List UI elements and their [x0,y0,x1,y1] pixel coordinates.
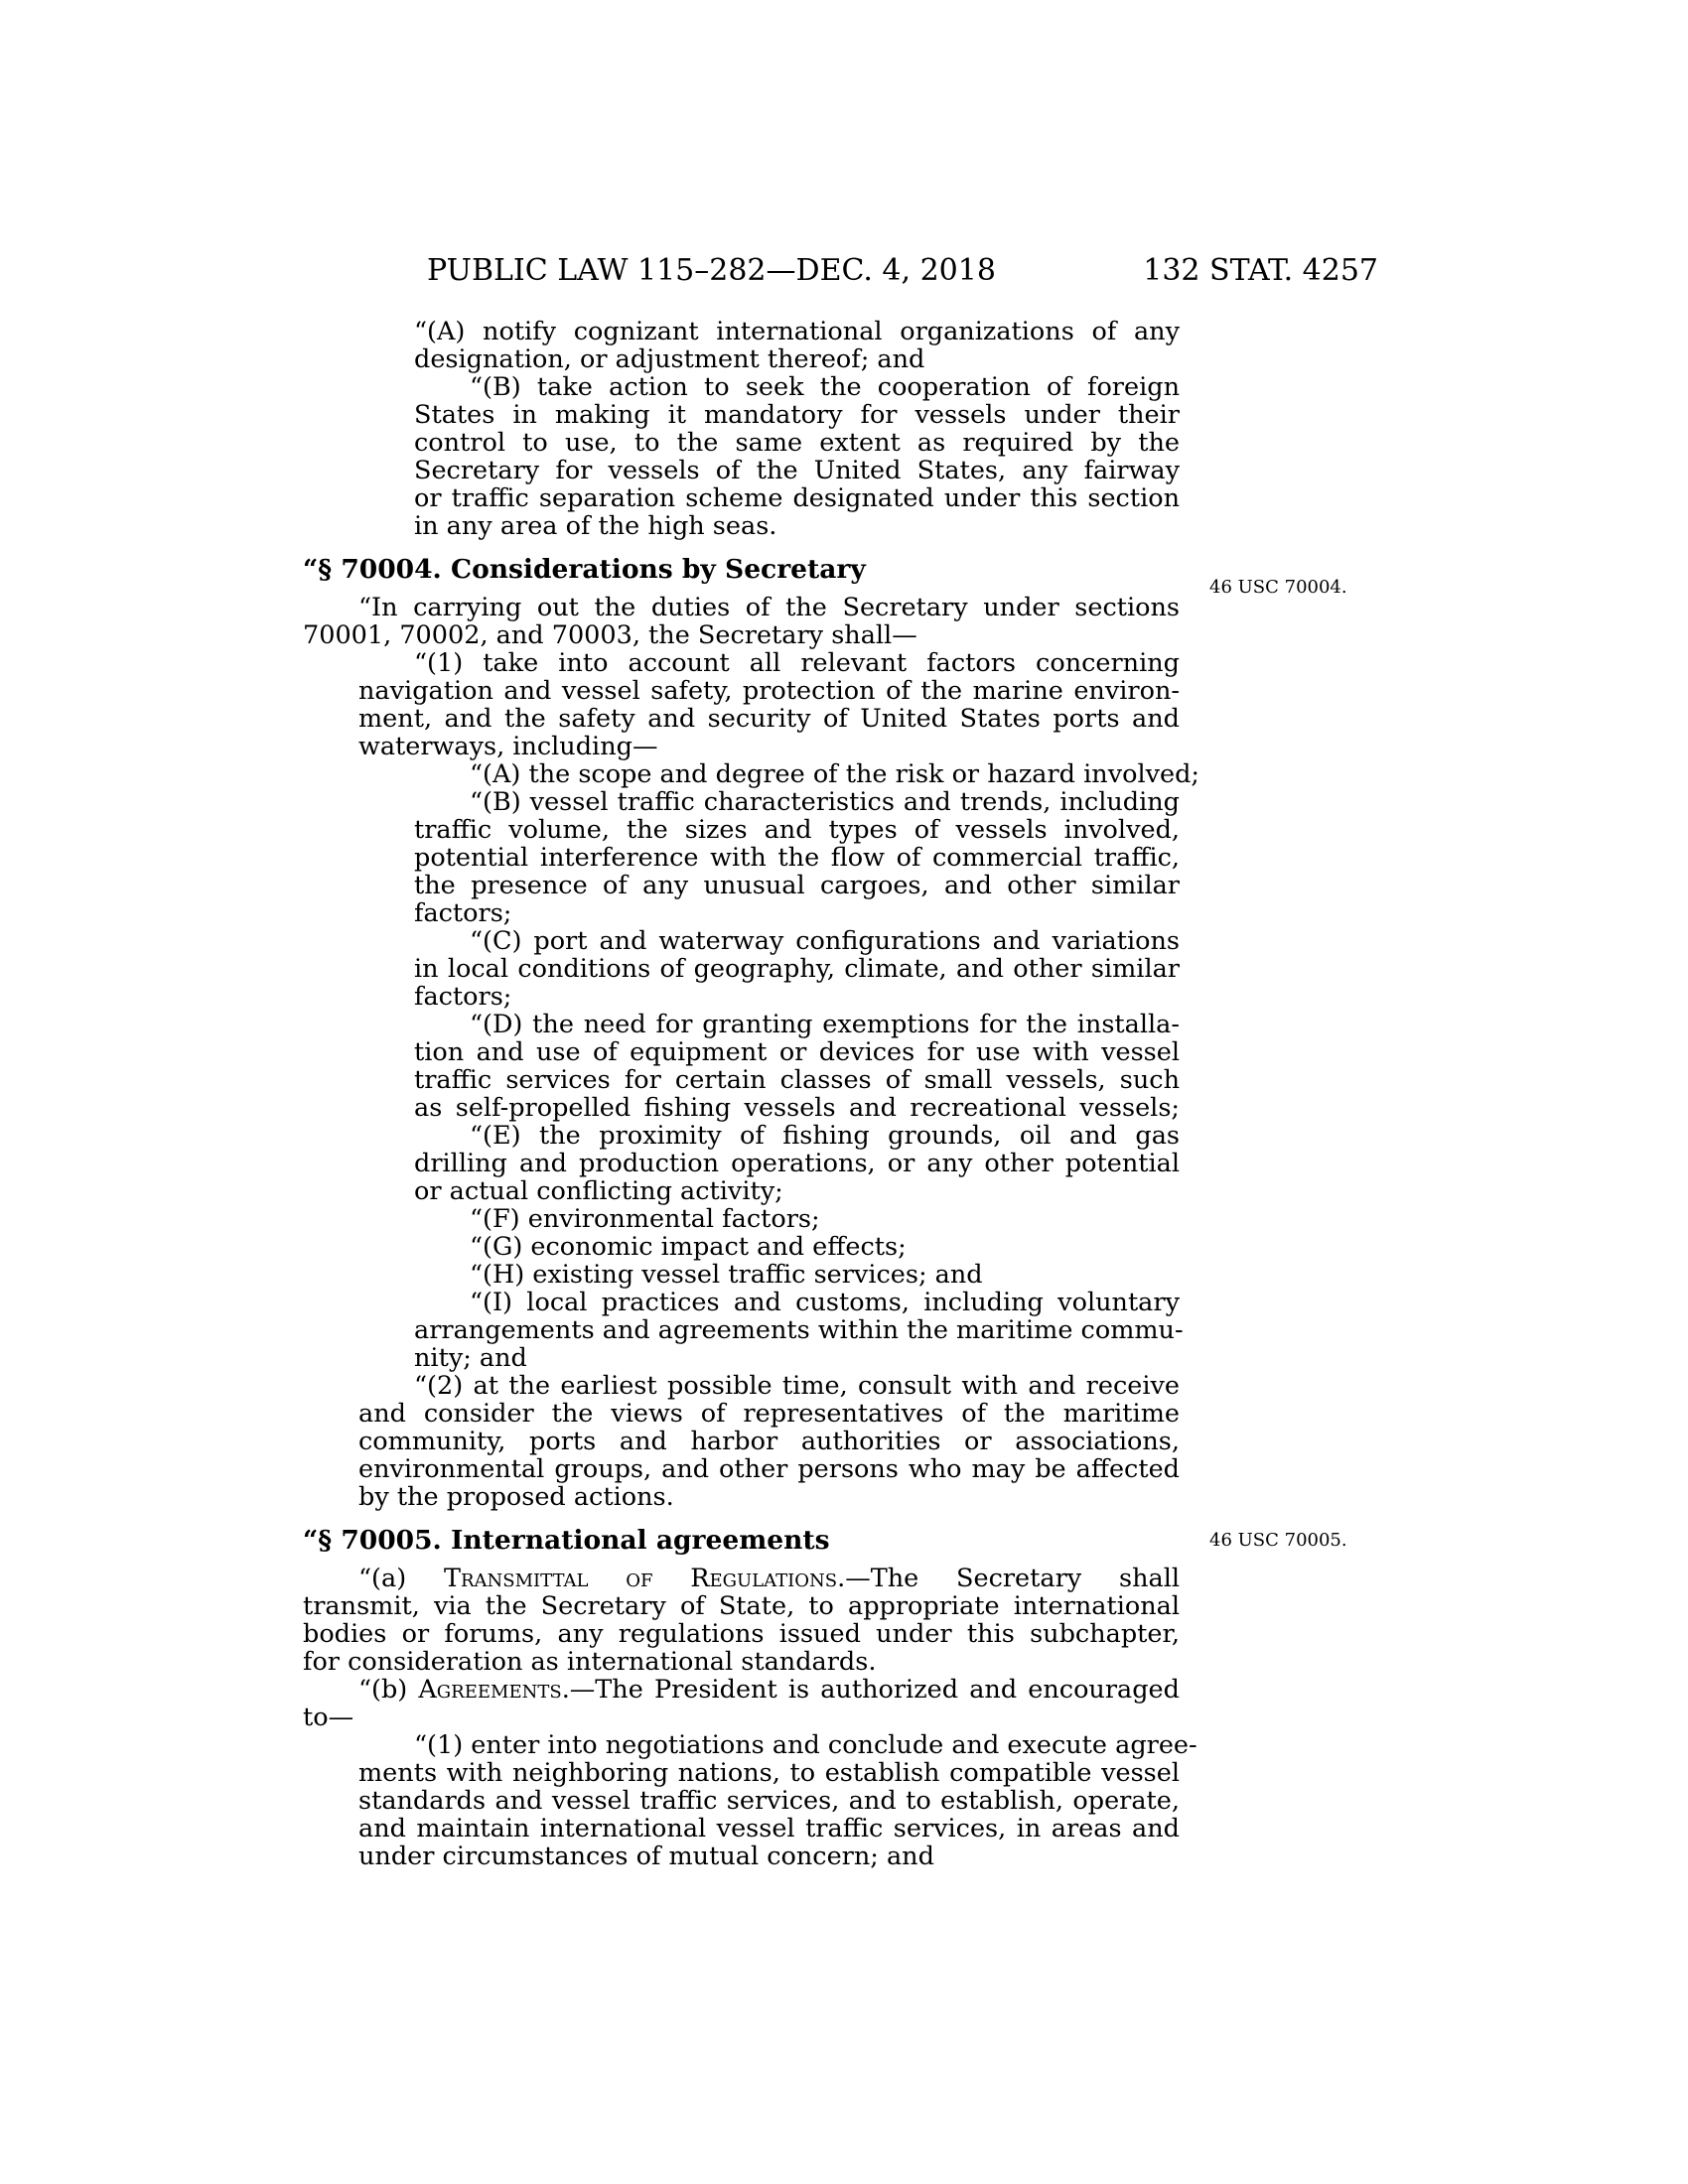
text-line: waterways, including— [358,732,658,761]
text-line: “(B) vessel traffic characteristics and trends, including [470,787,1180,817]
text-line: factors; [414,898,512,928]
text-line: bodies or forums, any regulations issued under this subchapter, [303,1619,1180,1649]
text-line: arrangements and agreements within the maritime commu- [414,1315,1184,1345]
text-line: “In carrying out the duties of the Secretary under sections [358,593,1180,622]
section-heading-70005: “§ 70005. International agreements [303,1525,830,1556]
subsection-b-title: Agreements [418,1675,562,1705]
text-line: or actual conflicting activity; [414,1176,783,1206]
section-heading-70004: “§ 70004. Considerations by Secretary [303,554,866,585]
text-line: “(A) the scope and degree of the risk or hazard involved; [470,759,1200,789]
text-line: designation, or adjustment thereof; and [414,344,925,374]
text-line: community, ports and harbor authorities or associations, [358,1427,1180,1456]
text-line: ment, and the safety and security of United States ports and [358,704,1180,734]
text-line: navigation and vessel safety, protection of the marine environ- [358,676,1180,706]
text-line: environmental groups, and other persons who may be affected [358,1454,1180,1484]
text-line: “(C) port and waterway configurations and variations [470,926,1180,956]
text-line: “(I) local practices and customs, including voluntary [470,1288,1180,1317]
text-line: Secretary for vessels of the United States, any fairway [414,456,1180,485]
text-line: by the proposed actions. [358,1482,674,1512]
text-line: nity; and [414,1343,527,1373]
text-line: for consideration as international standards. [303,1647,877,1677]
text-line: “(F) environmental factors; [470,1204,820,1234]
text-line: ments with neighboring nations, to establish compatible vessel [358,1758,1180,1788]
text-line: 70001, 70002, and 70003, the Secretary shall— [303,620,917,650]
text-line: control to use, to the same extent as required by the [414,428,1180,458]
text-line: drilling and production operations, or any other potential [414,1149,1180,1178]
text-line: “(G) economic impact and effects; [470,1232,907,1262]
text-line: in local conditions of geography, climate, and other similar [414,954,1180,984]
text-line: in any area of the high seas. [414,511,777,541]
text-line: to— [303,1703,354,1732]
text-line: States in making it mandatory for vessels under their [414,400,1180,430]
text-line: tion and use of equipment or devices for use with vessel [414,1037,1180,1067]
running-head-page-number: 132 STAT. 4257 [1143,253,1378,288]
margin-note-70004: 46 USC 70004. [1209,577,1347,598]
text-line: factors; [414,982,512,1012]
text-line: “(B) take action to seek the cooperation of foreign [470,372,1180,402]
margin-note-70005: 46 USC 70005. [1209,1530,1347,1551]
subsection-a-heading-line: “(a) Transmittal of Regulations.—The Secretary shall [358,1564,1181,1593]
text-line: “(D) the need for granting exemptions for the installa- [470,1010,1180,1039]
running-head-title: PUBLIC LAW 115–282—DEC. 4, 2018 [427,253,996,288]
text-line: “(1) take into account all relevant factors concerning [414,648,1180,678]
text-line: the presence of any unusual cargoes, and other similar [414,871,1180,900]
text-line: potential interference with the flow of commercial traffic, [414,843,1180,873]
text-line: standards and vessel traffic services, and to establish, operate, [358,1786,1180,1816]
running-head [298,253,1378,299]
document-body [303,317,1200,1871]
text-line: under circumstances of mutual concern; and [358,1842,934,1871]
text-line: “(A) notify cognizant international organizations of any [414,317,1180,346]
text-line: and consider the views of representatives of the maritime [358,1399,1180,1429]
text-line: as self-propelled fishing vessels and recreational vessels; [414,1093,1180,1123]
text-line: “(1) enter into negotiations and conclude and execute agree- [414,1730,1197,1760]
text-line: traffic volume, the sizes and types of vessels involved, [414,815,1180,845]
text-line: “(H) existing vessel traffic services; and [470,1260,983,1290]
text-line: transmit, via the Secretary of State, to appropriate international [303,1591,1180,1621]
text-line: “(2) at the earliest possible time, consult with and receive [414,1371,1180,1401]
subsection-a-title: Transmittal of Regulations [443,1564,838,1593]
text-line: traffic services for certain classes of small vessels, such [414,1065,1180,1095]
text-line: “(E) the proximity of fishing grounds, oil and gas [470,1121,1180,1151]
text-line: or traffic separation scheme designated under this section [414,483,1180,513]
text-line: and maintain international vessel traffic services, in areas and [358,1814,1180,1843]
subsection-b-heading-line: “(b) Agreements.—The President is authorized and encouraged [358,1675,1180,1705]
